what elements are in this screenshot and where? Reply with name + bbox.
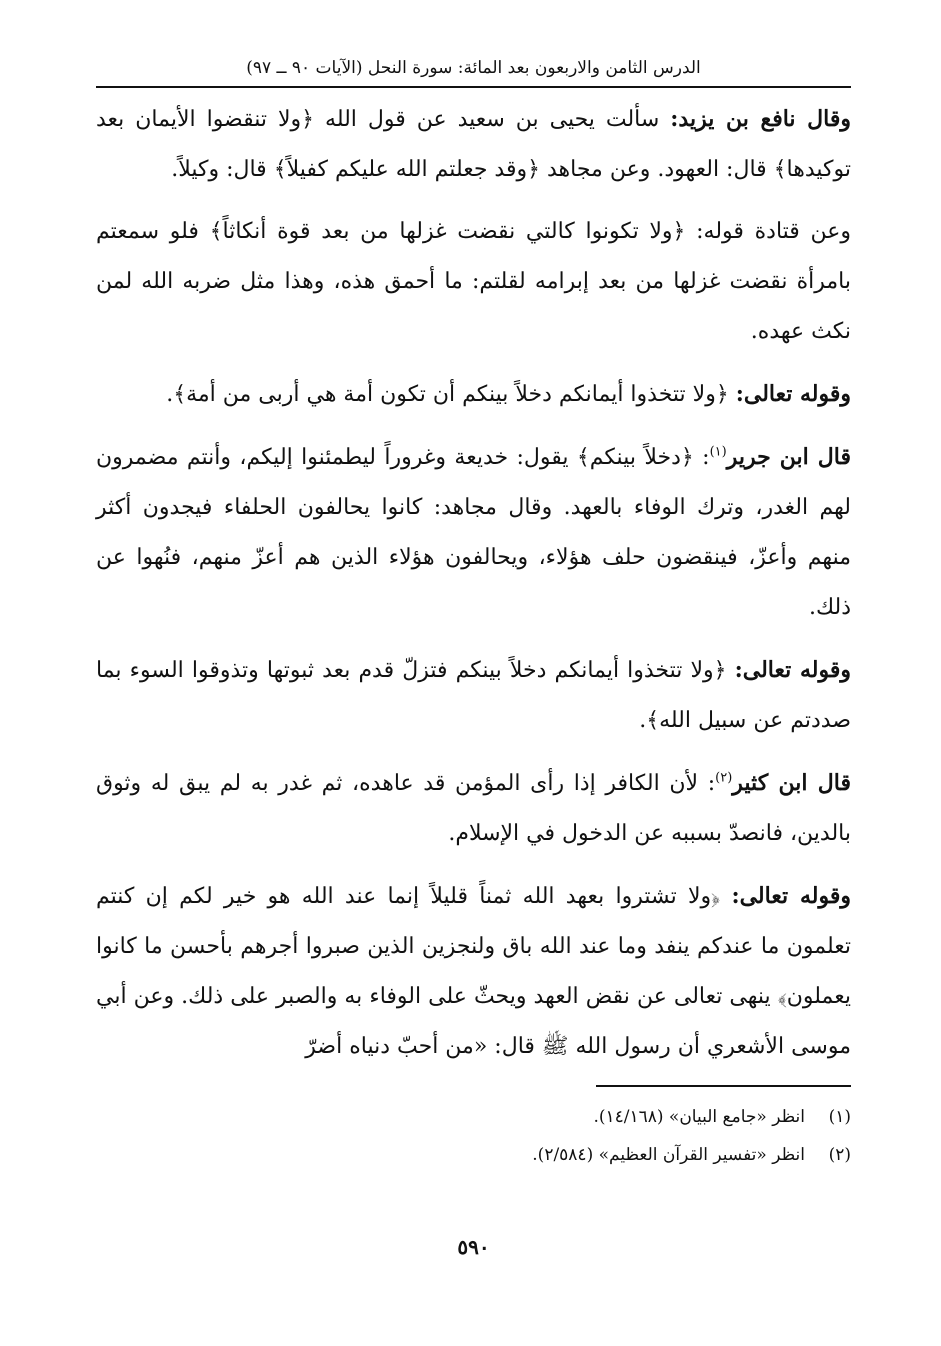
paragraph-ibn-jarir	[96, 432, 851, 633]
body-text	[96, 94, 851, 1072]
paragraph-lead: وقوله تعالى:	[735, 381, 851, 407]
paragraph-lead: قال ابن جرير	[726, 444, 851, 470]
paragraph-lead: وقوله تعالى:	[734, 657, 852, 683]
paragraph-lead: قال ابن كثير	[732, 770, 851, 796]
footnote-item	[96, 1136, 851, 1174]
paragraph-verse-95	[96, 871, 851, 1072]
paragraph-text: : لأن الكافر إذا رأى المؤمن قد عاهده، ثم غدر به لم يبق له وثوق بالدين، فانصدّ بسببه عن الدخول في الإسلام.	[96, 771, 851, 846]
paragraph-lead: وقال نافع بن يزيد:	[670, 106, 852, 132]
footnote-divider	[596, 1085, 851, 1087]
paragraph-nafi	[96, 94, 851, 195]
book-page	[96, 50, 851, 1300]
paragraph-verse-92	[96, 369, 851, 420]
footnote-reference[interactable]: (٢)	[715, 770, 733, 786]
footnote-number: (١)	[828, 1107, 851, 1127]
paragraph-text: وعن قتادة قوله: ﴿ولا تكونوا كالتي نقضت غزلها من بعد قوة أنكاثاً﴾ فلو سمعتم بامرأة نقضت غزلها من بعد إبرامه لقلتم: ما أحمق هذه، وهذا مثل ضربه الله لمن نكث عهده.	[96, 219, 851, 344]
footnote-text: انظر «تفسير القرآن العظيم» (٢/٥٨٤).	[532, 1145, 805, 1165]
running-header: الدرس الثامن والاربعون بعد المائة: سورة النحل (الآيات ٩٠ ــ ٩٧)	[96, 50, 851, 88]
footnote-reference[interactable]: (١)	[709, 444, 727, 460]
paragraph-lead: وقوله تعالى:	[731, 883, 851, 909]
page-number: ٥٩٠	[457, 1235, 490, 1259]
paragraph-text: ﴿ولا تتخذوا أيمانكم دخلاً بينكم فتزلّ قدم بعد ثبوتها وتذوقوا السوء بما صددتم عن سبيل الله﴾.	[96, 658, 851, 733]
paragraph-text: : ﴿دخلاً بينكم﴾ يقول: خديعة وغروراً ليطمئنوا إليكم، وأنتم مضمرون لهم الغدر، وترك الوفاء بالعهد. وقال مجاهد: كانوا يحالفون الحلفاء فيجدون أكثر منهم وأعزّ، فينقضون حلف هؤلاء، ويحالفون هؤلاء الذين هم أعزّ منهم، فنُهوا عن ذلك.	[96, 445, 851, 620]
paragraph-verse-94	[96, 645, 851, 746]
paragraph-qatada	[96, 207, 851, 357]
footnote-text: انظر «جامع البيان» (١٤/١٦٨).	[593, 1107, 805, 1127]
footnote-item	[96, 1098, 851, 1136]
footnote-number: (٢)	[828, 1145, 851, 1165]
paragraph-text: سألت يحيى بن سعيد عن قول الله ﴿ولا تنقضوا الأيمان بعد توكيدها﴾ قال: العهود. وعن مجاهد ﴿وقد جعلتم الله عليكم كفيلاً﴾ قال: وكيلاً.	[96, 107, 851, 182]
paragraph-text: ﴿ولا تتخذوا أيمانكم دخلاً بينكم أن تكون أمة هي أربى من أمة﴾.	[166, 382, 736, 407]
footnotes	[96, 1098, 851, 1174]
paragraph-text: ﴿ولا تشتروا بعهد الله ثمناً قليلاً إنما عند الله هو خير لكم إن كنتم تعلمون ما عندكم ينفد وما عند الله باق ولنجزين الذين صبروا أجرهم بأحسن ما كانوا يعملون﴾ ينهى تعالى عن نقض العهد ويحثّ على الوفاء به والصبر على ذلك. وعن أبي موسى الأشعري أن رسول الله ﷺ قال: «من أحبّ دنياه أضرّ	[96, 884, 851, 1059]
paragraph-ibn-kathir	[96, 758, 851, 859]
